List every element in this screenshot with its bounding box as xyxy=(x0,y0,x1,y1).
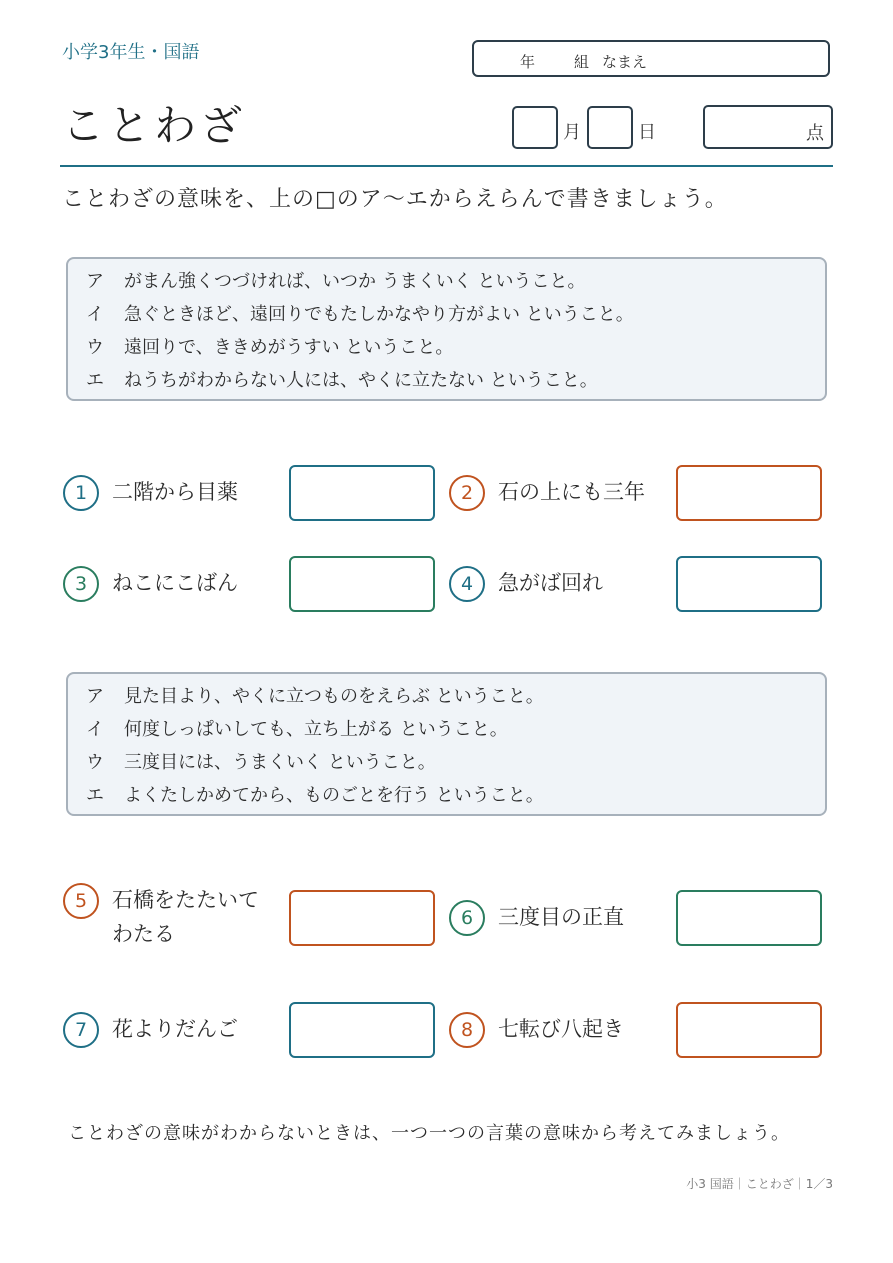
answer-box-8[interactable] xyxy=(676,1002,822,1058)
day-input-box[interactable] xyxy=(587,106,633,149)
hint-footnote: ことわざの意味がわからないときは、一つ一つの言葉の意味から考えてみましょう。 xyxy=(68,1123,790,1144)
question-number-3: 3 xyxy=(63,566,99,602)
question-text-4: 急がば回れ xyxy=(498,571,603,595)
choice-text: 見た目より、やくに立つものをえらぶ ということ。 xyxy=(124,686,544,707)
choice-item xyxy=(86,333,453,359)
question-number-5: 5 xyxy=(63,883,99,919)
header-divider xyxy=(60,165,833,167)
answer-box-7[interactable] xyxy=(289,1002,435,1058)
question-number-7: 7 xyxy=(63,1012,99,1048)
score-label: 点 xyxy=(806,123,824,144)
instruction-text: ことわざの意味を、上の□のア〜エからえらんで書きましょう。 xyxy=(62,187,728,212)
choice-letter: ア xyxy=(86,271,104,292)
choice-letter: ウ xyxy=(86,752,104,773)
choice-letter: エ xyxy=(86,785,104,806)
question-text-2: 石の上にも三年 xyxy=(498,480,645,504)
question-text-1: 二階から目薬 xyxy=(112,480,238,504)
choice-item xyxy=(86,781,544,807)
question-number-4: 4 xyxy=(449,566,485,602)
year-label: 年 xyxy=(520,53,536,71)
answer-box-6[interactable] xyxy=(676,890,822,946)
choice-letter: イ xyxy=(86,304,104,325)
month-label: 月 xyxy=(563,122,581,143)
month-input-box[interactable] xyxy=(512,106,558,149)
question-text-5-line2: わたる xyxy=(112,922,175,946)
page-footer: 小3 国語｜ことわざ｜1／3 xyxy=(686,1177,833,1191)
choice-letter: ア xyxy=(86,686,104,707)
grade-subject-label: 小学3年生・国語 xyxy=(62,42,200,63)
page-title: ことわざ xyxy=(62,101,247,150)
choice-letter: ウ xyxy=(86,337,104,358)
choice-item xyxy=(86,300,634,326)
question-text-5-line1: 石橋をたたいて xyxy=(112,888,259,912)
choice-box-1 xyxy=(66,257,827,401)
day-label: 日 xyxy=(638,122,656,143)
choice-text: ねうちがわからない人には、やくに立たない ということ。 xyxy=(124,370,598,391)
choice-text: よくたしかめてから、ものごとを行う ということ。 xyxy=(124,785,544,806)
answer-box-1[interactable] xyxy=(289,465,435,521)
choice-box-2 xyxy=(66,672,827,816)
choice-text: 三度目には、うまくいく ということ。 xyxy=(124,752,436,773)
choice-text: 急ぐときほど、遠回りでもたしかなやり方がよい ということ。 xyxy=(124,304,634,325)
question-text-7: 花よりだんご xyxy=(112,1017,238,1041)
question-number-8: 8 xyxy=(449,1012,485,1048)
name-box[interactable] xyxy=(472,40,830,77)
question-text-6: 三度目の正直 xyxy=(498,905,624,929)
answer-box-5[interactable] xyxy=(289,890,435,946)
choice-text: がまん強くつづければ、いつか うまくいく ということ。 xyxy=(124,271,586,292)
answer-box-2[interactable] xyxy=(676,465,822,521)
question-number-6: 6 xyxy=(449,900,485,936)
class-label: 組 xyxy=(574,53,590,71)
question-text-3: ねこにこばん xyxy=(112,571,238,595)
choice-item xyxy=(86,715,508,741)
answer-box-4[interactable] xyxy=(676,556,822,612)
choice-letter: エ xyxy=(86,370,104,391)
score-box[interactable] xyxy=(703,105,833,149)
choice-letter: イ xyxy=(86,719,104,740)
question-text-8: 七転び八起き xyxy=(498,1017,624,1041)
answer-box-3[interactable] xyxy=(289,556,435,612)
choice-text: 遠回りで、ききめがうすい ということ。 xyxy=(124,337,454,358)
choice-item xyxy=(86,366,598,392)
name-label: なまえ xyxy=(602,53,648,71)
choice-item xyxy=(86,748,436,774)
question-number-1: 1 xyxy=(63,475,99,511)
choice-item xyxy=(86,682,544,708)
question-number-2: 2 xyxy=(449,475,485,511)
choice-text: 何度しっぱいしても、立ち上がる ということ。 xyxy=(124,719,508,740)
choice-item xyxy=(86,267,585,293)
